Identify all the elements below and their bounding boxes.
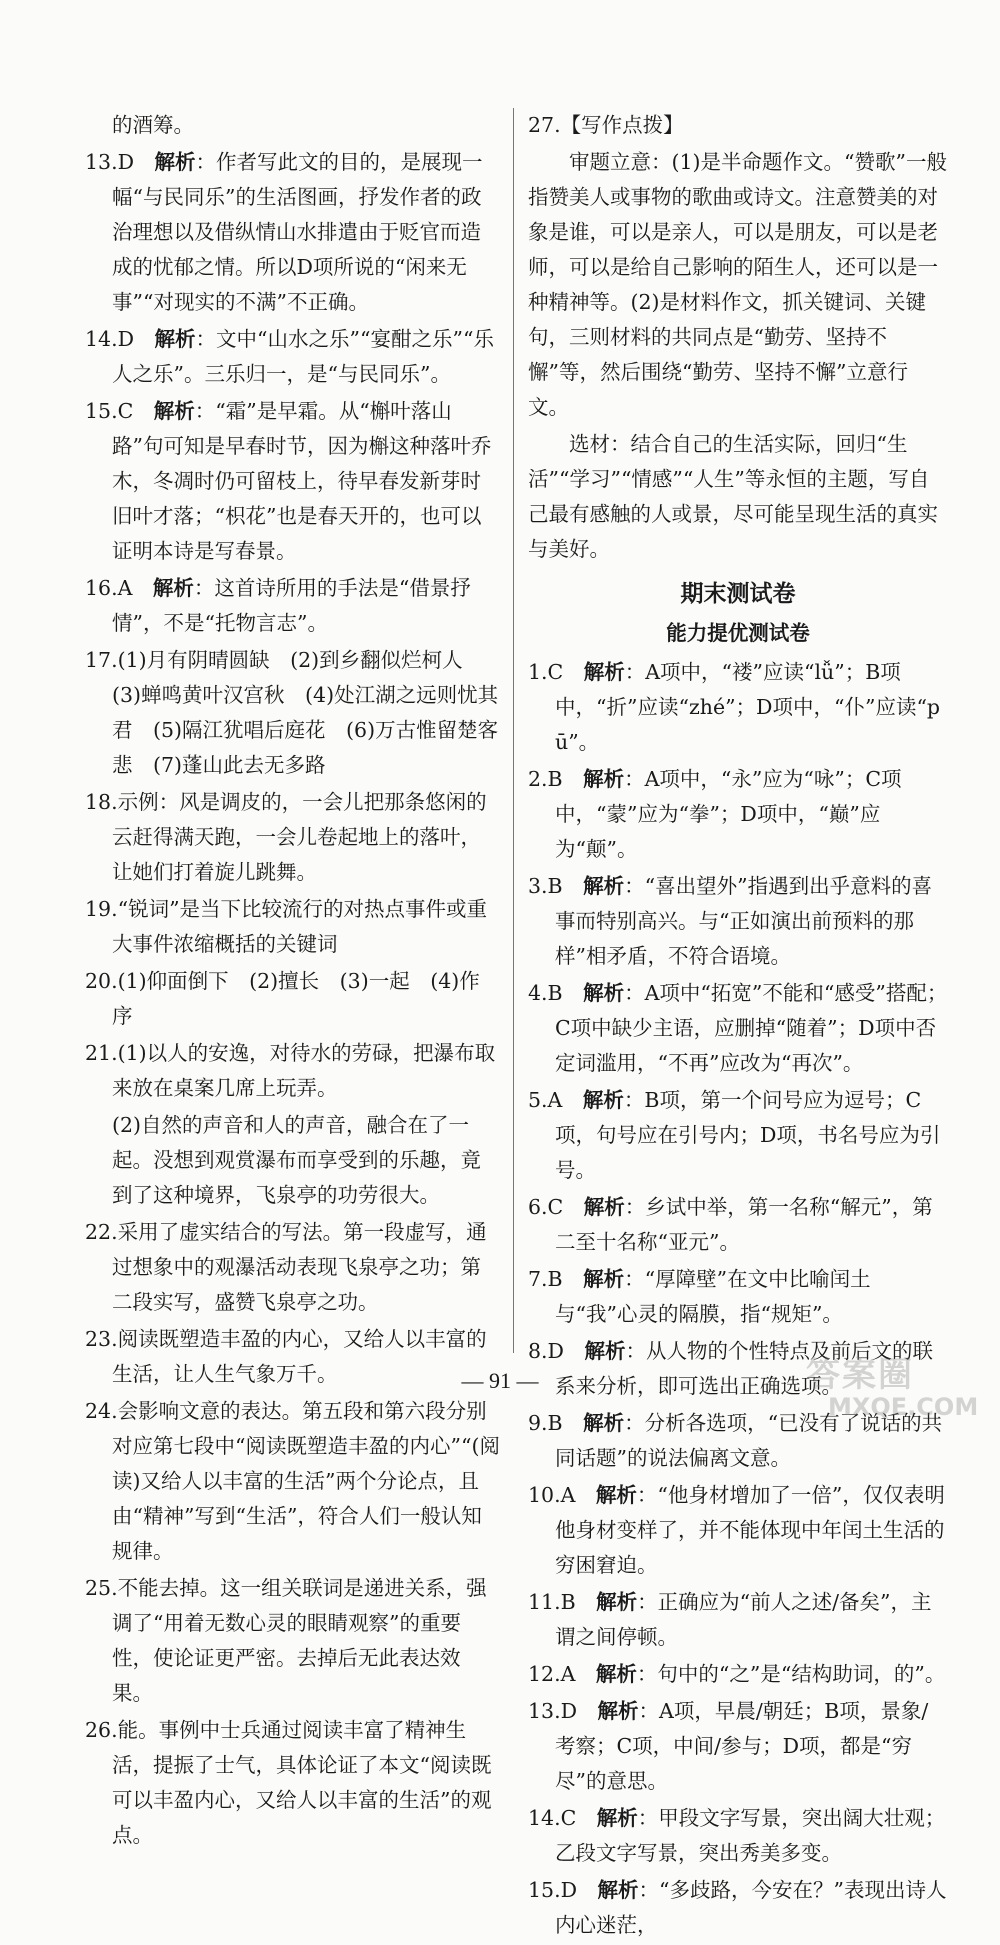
answer-19: 19.“锐词”是当下比较流行的对热点事件或重大事件浓缩概括的关键词 [85,897,488,956]
answer-22: 22.采用了虚实结合的写法。第一段虚写，通过想象中的观瀑活动表现飞泉亭之功；第二段实写，盛赞飞泉亭之功。 [85,1220,487,1314]
answer-27-heading: 27.【写作点拨】 [528,113,684,137]
final-answer-13: 13.D 解析：A项，早晨/朝廷；B项，景象/考察；C项，中间/参与；D项，都是“穷尽”的意思。 [528,1699,929,1793]
final-answer-5: 5.A 解析：B项，第一个问号应为逗号；C项，句号应在引号内；D项，书名号应为引号。 [528,1088,941,1182]
answer-16: 16.A 解析：这首诗所用的手法是“借景抒情”，不是“托物言志”。 [85,576,471,635]
final-answer-6: 6.C 解析：乡试中举，第一名称“解元”，第二至十名称“亚元”。 [528,1195,933,1254]
final-answer-3: 3.B 解析：“喜出望外”指遇到出乎意料的喜事而特别高兴。与“正如演出前预料的那样”相矛盾，不符合语境。 [528,874,933,968]
final-answer-12: 12.A 解析：句中的“之”是“结构助词，的”。 [528,1662,946,1686]
final-answer-7: 7.B 解析：“厚障壁”在文中比喻闰土与“我”心灵的隔膜，指“规矩”。 [528,1267,871,1326]
answer-line: 的酒筹。 [112,113,194,137]
answer-21: 21.(1)以人的安逸，对待水的劳碌，把瀑布取来放在桌案几席上玩弄。 [85,1041,496,1100]
right-column [528,108,948,1945]
watermark-logo [796,1345,986,1425]
final-answer-15: 15.D 解析：“多歧路，今安在？”表现出诗人内心迷茫， [528,1878,947,1937]
final-answer-14: 14.C 解析：甲段文字写景，突出阔大壮观；乙段文字写景，突出秀美多变。 [528,1806,946,1865]
page-number: — 91 — [461,1368,539,1393]
answer-18: 18.示例：风是调皮的，一会儿把那条悠闲的云赶得满天跑，一会儿卷起地上的落叶，让她们打着旋儿跳舞。 [85,790,487,884]
writing-guide-paragraph: 选材：结合自己的生活实际，回归“生活”“学习”“情感”“人生”等永恒的主题，写自己最有感触的人或景，尽可能呈现生活的真实与美好。 [528,432,938,561]
answer-13: 13.D 解析：作者写此文的目的，是展现一幅“与民同乐”的生活图画，抒发作者的政治理想以及借纵情山水排遣由于贬官而造成的忧郁之情。所以D项所说的“闲来无事”“对现实的不满”不正确。 [85,150,483,314]
answer-24: 24.会影响文意的表达。第五段和第六段分别对应第七段中“阅读既塑造丰盈的内心”“(阅读)又给人以丰富的生活”两个分论点，且由“精神”写到“生活”，符合人们一般认知规律。 [85,1399,500,1563]
left-column [85,108,500,1855]
section-title: 期末测试卷 [680,581,796,607]
final-answer-4: 4.B 解析：A项中“拓宽”不能和“感受”搭配；C项中缺少主语，应删掉“随着”；D项中否定词滥用，“不再”应改为“再次”。 [528,981,948,1075]
answer-17: 17.(1)月有阴晴圆缺 (2)到乡翻似烂柯人 (3)蝉鸣黄叶汉宫秋 (4)处江湖之远则忧其君 (5)隔江犹唱后庭花 (6)万古惟留楚客悲 (7)蓬山此去无多路 [85,648,499,777]
answer-26: 26.能。事例中士兵通过阅读丰富了精神生活，提振了士气，具体论证了本文“阅读既可以丰盈内心，又给人以丰富的生活”的观点。 [85,1718,492,1847]
answer-15: 15.C 解析：“霜”是早霜。从“槲叶落山路”句可知是早春时节，因为槲这种落叶乔木，冬凋时仍可留枝上，待早春发新芽时旧叶才落；“枳花”也是春天开的，也可以证明本诗是写春景。 [85,399,492,563]
writing-guide-paragraph: 审题立意：(1)是半命题作文。“赞歌”一般指赞美人或事物的歌曲或诗文。注意赞美的对象是谁，可以是亲人，可以是朋友，可以是老师，可以是给自己影响的陌生人，还可以是一种精神等。(2)是材料作文，抓关键词、关键句，三则材料的共同点是“勤劳、坚持不懈”等，然后围绕“勤劳、坚持不懈”立意行文。 [528,150,947,419]
column-divider [513,108,514,1353]
final-answer-2: 2.B 解析：A项中，“永”应为“咏”；C项中，“蒙”应为“拳”；D项中，“巅”应为“颠”。 [528,767,902,861]
answer-20: 20.(1)仰面倒下 (2)擅长 (3)一起 (4)作序 [85,969,480,1028]
watermark-url: MXQE.COM [828,1393,979,1421]
final-answer-1: 1.C 解析：A项中，“褛”应读“lǚ”；B项中，“折”应读“zhé”；D项中，“仆”应读“pū”。 [528,660,941,754]
answer-14: 14.D 解析：文中“山水之乐”“宴酣之乐”“乐人之乐”。三乐归一，是“与民同乐”。 [85,327,494,386]
final-answer-9: 9.B 解析：分析各选项，“已没有了说话的共同话题”的说法偏离文意。 [528,1411,943,1470]
final-answer-11: 11.B 解析：正确应为“前人之述/备矣”，主谓之间停顿。 [528,1590,932,1649]
final-answer-10: 10.A 解析：“他身材增加了一倍”，仅仅表明他身材变样了，并不能体现中年闰土生活的穷困窘迫。 [528,1483,945,1577]
answer-21-part2: (2)自然的声音和人的声音，融合在了一起。没想到观赏瀑布而享受到的乐趣，竟到了这种境界，飞泉亭的功劳很大。 [112,1113,481,1207]
section-subtitle: 能力提优测试卷 [666,621,810,645]
answer-25: 25.不能去掉。这一组关联词是递进关系，强调了“用着无数心灵的眼睛观察”的重要性，使论证更严密。去掉后无此表达效果。 [85,1576,487,1705]
final-answer-8: 8.D 解析：从人物的个性特点及前后文的联系来分析，即可选出正确选项。 [528,1339,933,1398]
answer-23: 23.阅读既塑造丰盈的内心，又给人以丰富的生活，让人生气象万千。 [85,1327,487,1386]
watermark-text: 答案圈 [806,1355,914,1395]
